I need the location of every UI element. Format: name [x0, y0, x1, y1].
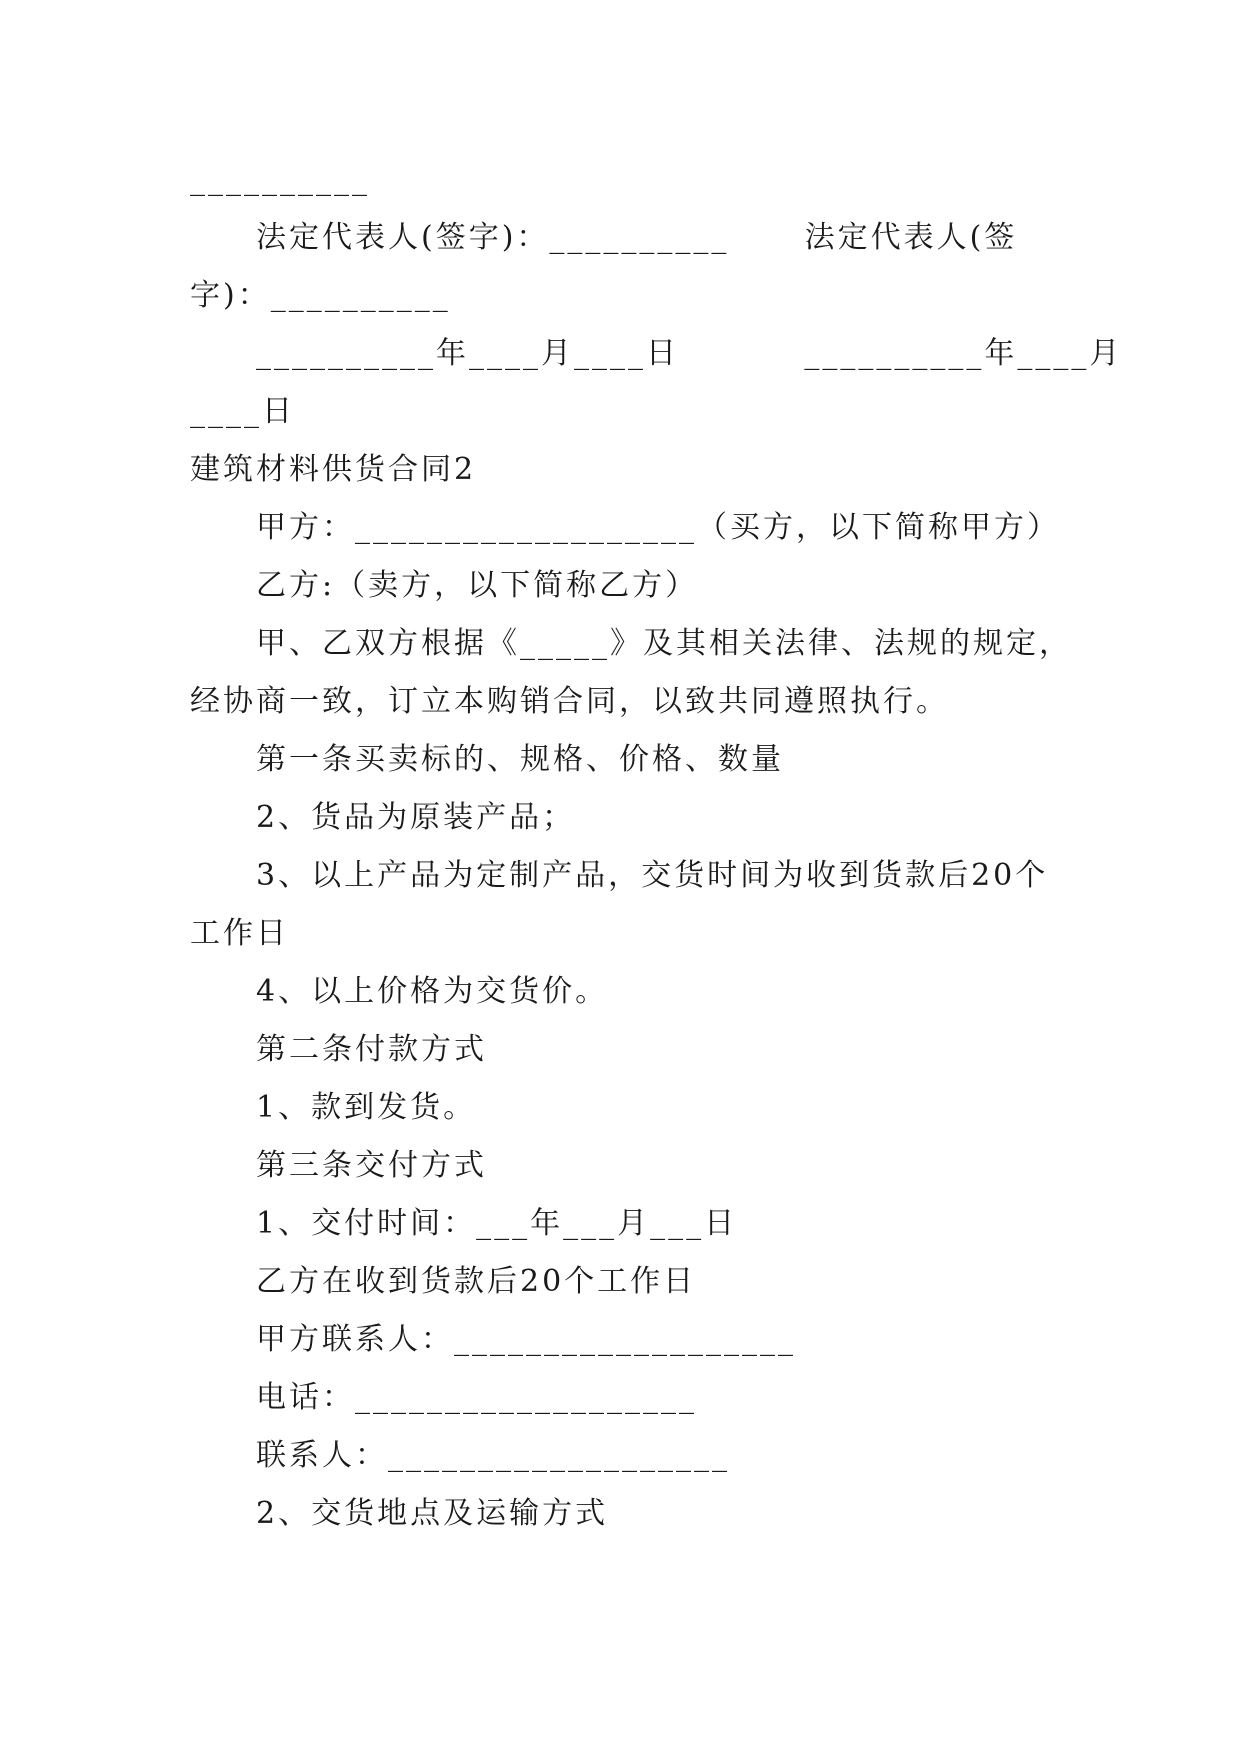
clause-heading: 第二条付款方式: [256, 1032, 487, 1067]
text-line: 法定代表人(签字)：__________ 法定代表人(签: [256, 220, 1018, 255]
text-line: 3、以上产品为定制产品，交货时间为收到货款后20个: [256, 858, 1049, 893]
section-title: 建筑材料供货合同2: [190, 452, 477, 487]
text-line: 甲方：___________________（买方，以下简称甲方）: [256, 510, 1060, 545]
text-line: 1、交付时间：___年___月___日: [256, 1206, 738, 1241]
text-line: 2、货品为原装产品；: [256, 800, 576, 835]
text-line: 4、以上价格为交货价。: [256, 974, 609, 1009]
text-line: 1、款到发货。: [256, 1090, 477, 1125]
text-line: 2、交货地点及运输方式: [256, 1496, 609, 1531]
text-line: 甲、乙双方根据《_____》及其相关法律、法规的规定，: [256, 626, 1072, 661]
text-line: ____日: [190, 394, 295, 429]
clause-heading: 第三条交付方式: [256, 1148, 487, 1183]
text-line: 乙方在收到货款后20个工作日: [256, 1264, 697, 1299]
text-line: __________: [190, 162, 370, 197]
text-line: 工作日: [190, 916, 289, 951]
text-line: 经协商一致，订立本购销合同，以致共同遵照执行。: [190, 684, 949, 719]
text-line: 甲方联系人：___________________: [256, 1322, 796, 1357]
text-line: 联系人：___________________: [256, 1438, 730, 1473]
text-line: 电话：___________________: [256, 1380, 697, 1415]
text-line: 字)：__________: [190, 278, 451, 313]
text-line: __________年____月____日 __________年____月: [256, 336, 1123, 371]
text-line: 乙方:（卖方，以下简称乙方）: [256, 568, 699, 603]
clause-heading: 第一条买卖标的、规格、价格、数量: [256, 742, 784, 777]
